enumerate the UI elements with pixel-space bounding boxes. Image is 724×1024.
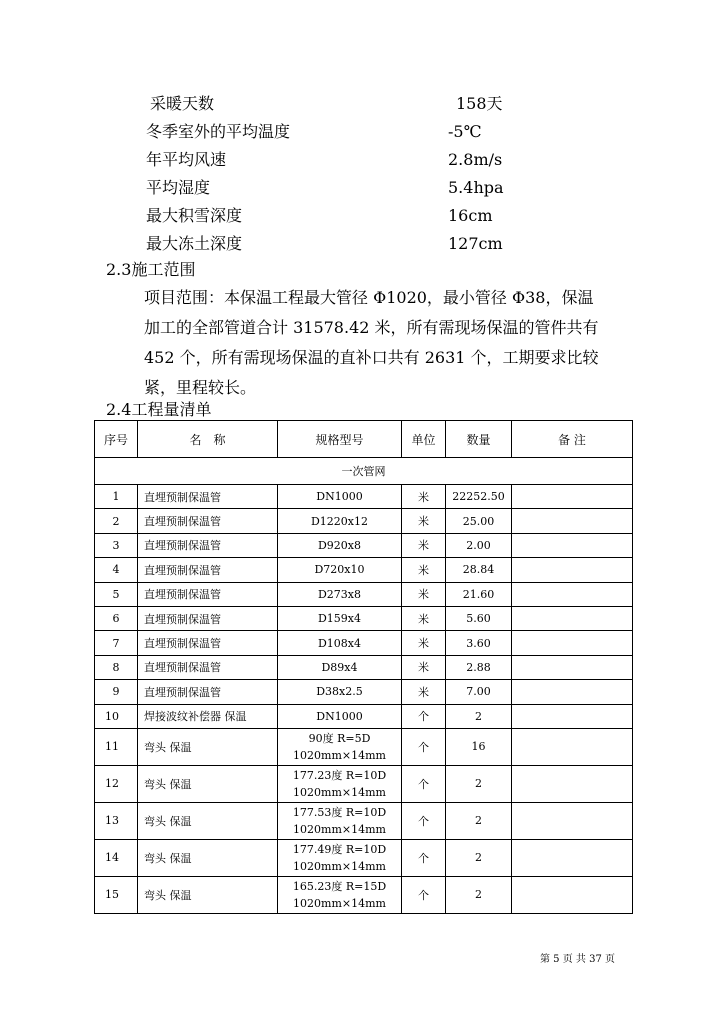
- row-index: 3: [95, 533, 138, 557]
- table-row: [95, 533, 633, 557]
- row-index: 12: [95, 765, 138, 802]
- row-note: [512, 839, 633, 876]
- spec-line: D38x2.5: [316, 685, 363, 699]
- row-index: 15: [95, 876, 138, 913]
- row-unit: 米: [402, 655, 446, 679]
- spec-line: 177.23度 R=10D: [292, 768, 387, 782]
- row-quantity: 2: [446, 839, 512, 876]
- row-name: 直埋预制保温管: [138, 680, 278, 704]
- row-note: [512, 728, 633, 765]
- row-unit: 米: [402, 533, 446, 557]
- spec-line: D159x4: [317, 612, 362, 626]
- row-spec: [278, 533, 402, 557]
- row-quantity: 2: [446, 802, 512, 839]
- row-unit: 米: [402, 509, 446, 533]
- table-row: [95, 680, 633, 704]
- spec-line: 1020mm×14mm: [293, 822, 386, 836]
- header-spec: 规格型号: [278, 421, 402, 458]
- climate-value: 2.8m/s: [448, 150, 503, 169]
- climate-value: -5℃: [448, 122, 482, 141]
- spec-line: D273x8: [317, 587, 362, 601]
- spec-line: 165.23度 R=15D: [292, 879, 387, 893]
- table-group-row: [95, 458, 633, 485]
- climate-label: 年平均风速: [146, 150, 227, 169]
- row-quantity: 16: [446, 728, 512, 765]
- row-note: [512, 509, 633, 533]
- row-note: [512, 876, 633, 913]
- climate-label: 最大积雪深度: [146, 206, 243, 225]
- table-row: [95, 839, 633, 876]
- table-row: [95, 509, 633, 533]
- row-note: [512, 802, 633, 839]
- row-index: 5: [95, 582, 138, 606]
- spec-line: DN1000: [316, 709, 363, 723]
- row-name: 直埋预制保温管: [138, 485, 278, 509]
- table-row: [95, 802, 633, 839]
- row-index: 1: [95, 485, 138, 509]
- row-name: 焊接波纹补偿器 保温: [138, 704, 278, 728]
- row-unit: 个: [402, 704, 446, 728]
- table-row: [95, 582, 633, 606]
- row-index: 6: [95, 606, 138, 630]
- row-note: [512, 680, 633, 704]
- row-spec: [278, 631, 402, 655]
- spec-line: D720x10: [314, 563, 365, 577]
- climate-value: 127cm: [448, 234, 503, 253]
- row-note: [512, 558, 633, 582]
- row-index: 7: [95, 631, 138, 655]
- row-unit: 个: [402, 765, 446, 802]
- row-unit: 米: [402, 582, 446, 606]
- row-spec: [278, 765, 402, 802]
- header-name: 名 称: [138, 421, 278, 458]
- row-spec: [278, 728, 402, 765]
- row-quantity: 3.60: [446, 631, 512, 655]
- table-row: [95, 876, 633, 913]
- row-unit: 米: [402, 680, 446, 704]
- climate-label: 平均湿度: [146, 178, 211, 197]
- row-index: 11: [95, 728, 138, 765]
- row-name: 直埋预制保温管: [138, 509, 278, 533]
- row-name: 直埋预制保温管: [138, 533, 278, 557]
- climate-value: 5.4hpa: [448, 178, 504, 197]
- row-note: [512, 704, 633, 728]
- row-name: 弯头 保温: [138, 876, 278, 913]
- table-row: [95, 765, 633, 802]
- row-quantity: 28.84: [446, 558, 512, 582]
- table-row: [95, 485, 633, 509]
- group-label: 一次管网: [95, 458, 633, 485]
- row-spec: [278, 655, 402, 679]
- row-index: 9: [95, 680, 138, 704]
- row-unit: 米: [402, 606, 446, 630]
- row-name: 直埋预制保温管: [138, 582, 278, 606]
- row-name: 弯头 保温: [138, 839, 278, 876]
- row-spec: [278, 680, 402, 704]
- row-index: 4: [95, 558, 138, 582]
- climate-label: 采暖天数: [150, 94, 215, 113]
- row-note: [512, 631, 633, 655]
- paragraph-line: 加工的全部管道合计 31578.42 米，所有需现场保温的管件共有: [144, 318, 599, 337]
- row-spec: [278, 876, 402, 913]
- row-quantity: 25.00: [446, 509, 512, 533]
- spec-line: 1020mm×14mm: [293, 748, 386, 762]
- row-note: [512, 533, 633, 557]
- spec-line: D108x4: [317, 636, 362, 650]
- row-name: 直埋预制保温管: [138, 655, 278, 679]
- section-heading-quantities: 2.4工程量清单: [106, 400, 212, 419]
- spec-line: 90度 R=5D: [308, 731, 371, 745]
- row-quantity: 5.60: [446, 606, 512, 630]
- row-quantity: 21.60: [446, 582, 512, 606]
- row-spec: [278, 839, 402, 876]
- spec-line: 177.53度 R=10D: [292, 805, 387, 819]
- quantity-table: [94, 420, 633, 914]
- spec-line: 1020mm×14mm: [293, 859, 386, 873]
- row-unit: 个: [402, 802, 446, 839]
- row-index: 2: [95, 509, 138, 533]
- row-name: 弯头 保温: [138, 765, 278, 802]
- climate-label: 最大冻土深度: [146, 234, 243, 253]
- paragraph-line: 452 个，所有需现场保温的直补口共有 2631 个，工期要求比较: [144, 348, 599, 367]
- table-header-row: [95, 421, 633, 458]
- spec-line: D1220x12: [310, 514, 368, 528]
- row-unit: 米: [402, 631, 446, 655]
- table-row: [95, 558, 633, 582]
- row-unit: 个: [402, 728, 446, 765]
- row-spec: [278, 485, 402, 509]
- spec-line: 1020mm×14mm: [293, 896, 386, 910]
- row-name: 直埋预制保温管: [138, 606, 278, 630]
- row-note: [512, 582, 633, 606]
- row-quantity: 2: [446, 876, 512, 913]
- row-index: 14: [95, 839, 138, 876]
- paragraph-line: 项目范围：本保温工程最大管径 Φ1020，最小管径 Φ38，保温: [144, 288, 594, 307]
- table-row: [95, 606, 633, 630]
- row-unit: 米: [402, 558, 446, 582]
- row-unit: 个: [402, 876, 446, 913]
- climate-value: 158天: [456, 94, 503, 113]
- row-spec: [278, 558, 402, 582]
- table-row: [95, 631, 633, 655]
- row-name: 弯头 保温: [138, 802, 278, 839]
- climate-value: 16cm: [448, 206, 493, 225]
- row-spec: [278, 582, 402, 606]
- row-quantity: 7.00: [446, 680, 512, 704]
- page-footer: 第 5 页 共 37 页: [540, 954, 615, 965]
- row-spec: [278, 606, 402, 630]
- row-quantity: 22252.50: [446, 485, 512, 509]
- row-name: 直埋预制保温管: [138, 631, 278, 655]
- section-heading-scope: 2.3施工范围: [106, 260, 196, 279]
- row-index: 13: [95, 802, 138, 839]
- spec-line: D89x4: [321, 660, 358, 674]
- row-quantity: 2: [446, 704, 512, 728]
- row-note: [512, 765, 633, 802]
- row-spec: [278, 704, 402, 728]
- table-row: [95, 704, 633, 728]
- row-name: 直埋预制保温管: [138, 558, 278, 582]
- table-row: [95, 728, 633, 765]
- table-row: [95, 655, 633, 679]
- spec-line: 177.49度 R=10D: [292, 842, 387, 856]
- spec-line: D920x8: [317, 538, 362, 552]
- header-index: 序号: [95, 421, 138, 458]
- spec-line: DN1000: [316, 490, 363, 504]
- scope-paragraph: [144, 283, 624, 403]
- row-spec: [278, 802, 402, 839]
- paragraph-line: 紧，里程较长。: [144, 378, 257, 397]
- row-quantity: 2.00: [446, 533, 512, 557]
- row-note: [512, 655, 633, 679]
- row-quantity: 2: [446, 765, 512, 802]
- row-unit: 个: [402, 839, 446, 876]
- header-note: 备 注: [512, 421, 633, 458]
- header-unit: 单位: [402, 421, 446, 458]
- row-quantity: 2.88: [446, 655, 512, 679]
- row-unit: 米: [402, 485, 446, 509]
- row-name: 弯头 保温: [138, 728, 278, 765]
- row-spec: [278, 509, 402, 533]
- spec-line: 1020mm×14mm: [293, 785, 386, 799]
- row-index: 10: [95, 704, 138, 728]
- row-index: 8: [95, 655, 138, 679]
- climate-label: 冬季室外的平均温度: [146, 122, 291, 141]
- row-note: [512, 606, 633, 630]
- header-quantity: 数量: [446, 421, 512, 458]
- row-note: [512, 485, 633, 509]
